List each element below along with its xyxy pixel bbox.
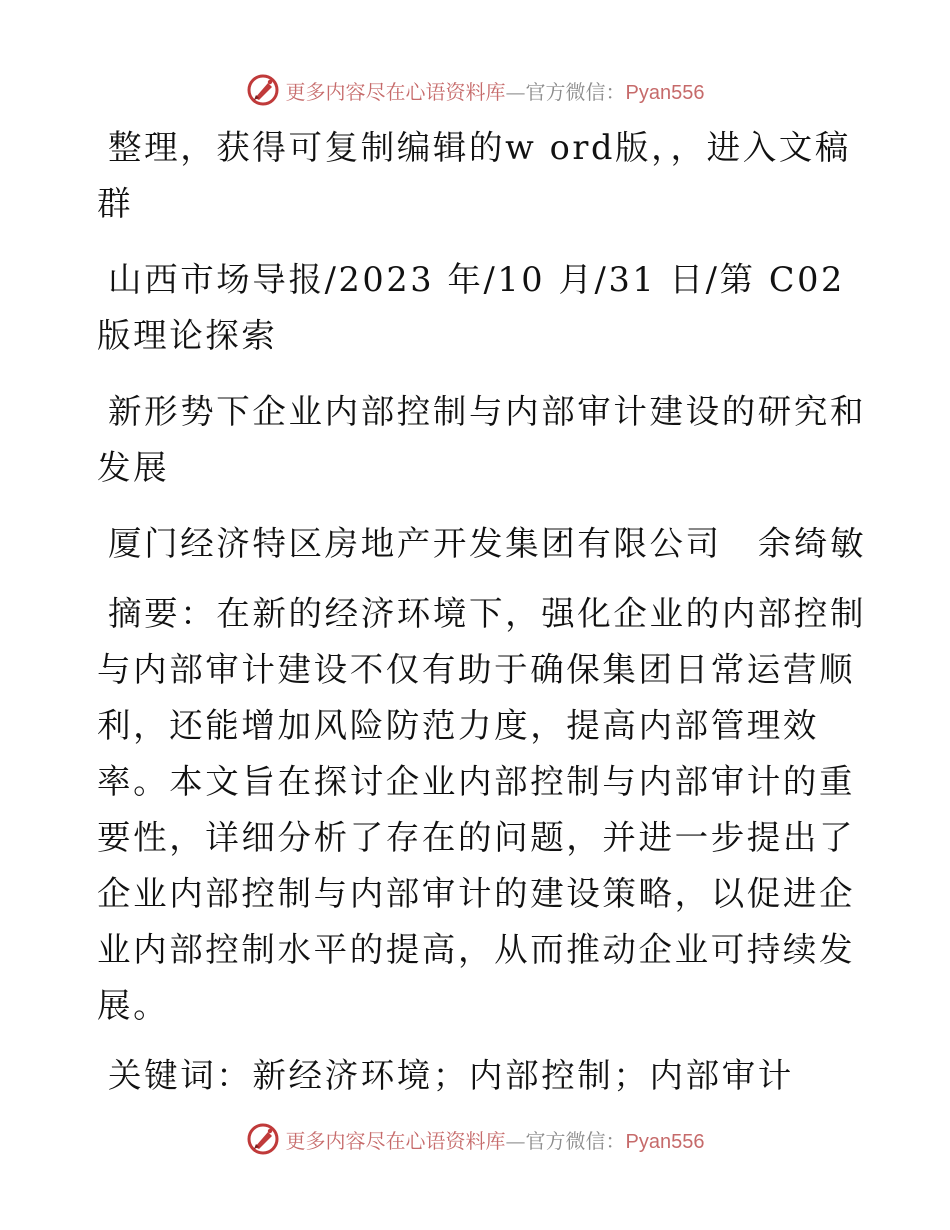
pen-logo-icon <box>246 1122 280 1156</box>
watermark-label: 官方微信： <box>525 79 626 104</box>
watermark-main: 更多内容尽在心语资料库 <box>285 1128 506 1153</box>
watermark-dash: — <box>505 1128 526 1153</box>
watermark-id: Pyan556 <box>625 1130 705 1153</box>
watermark-label: 官方微信： <box>525 1128 626 1153</box>
watermark-main: 更多内容尽在心语资料库 <box>285 79 506 104</box>
document-body <box>97 120 867 1124</box>
header-watermark <box>0 70 950 110</box>
watermark-text <box>286 1125 705 1154</box>
watermark-id: Pyan556 <box>625 81 705 104</box>
keywords: 关键词：新经济环境；内部控制；内部审计 <box>108 1056 794 1095</box>
pen-logo-icon <box>246 73 280 107</box>
author-line: 厦门经济特区房地产开发集团有限公司 余绮敏 <box>108 524 867 563</box>
abstract: 摘要：在新的经济环境下，强化企业的内部控制与内部审计建设不仅有助于确保集团日常运营顺利，还能增加风险防范力度，提高内部管理效率。本文旨在探讨企业内部控制与内部审计的重要性，详细分析了存在的问题，并进一步提出了企业内部控制与内部审计的建设策略，以促进企业内部控制水平的提高，从而推动企业可持续发展。 <box>97 594 867 1025</box>
watermark-dash: — <box>505 79 526 104</box>
source-line: 山西市场导报/2023 年/10 月/31 日/第 C02 版理论探索 <box>97 260 845 355</box>
article-title: 新形势下企业内部控制与内部审计建设的研究和发展 <box>97 392 867 487</box>
watermark-text <box>286 76 705 105</box>
intro-line: 整理，获得可复制编辑的w ord版，，进入文稿群 <box>97 128 851 223</box>
footer-watermark <box>0 1119 950 1159</box>
